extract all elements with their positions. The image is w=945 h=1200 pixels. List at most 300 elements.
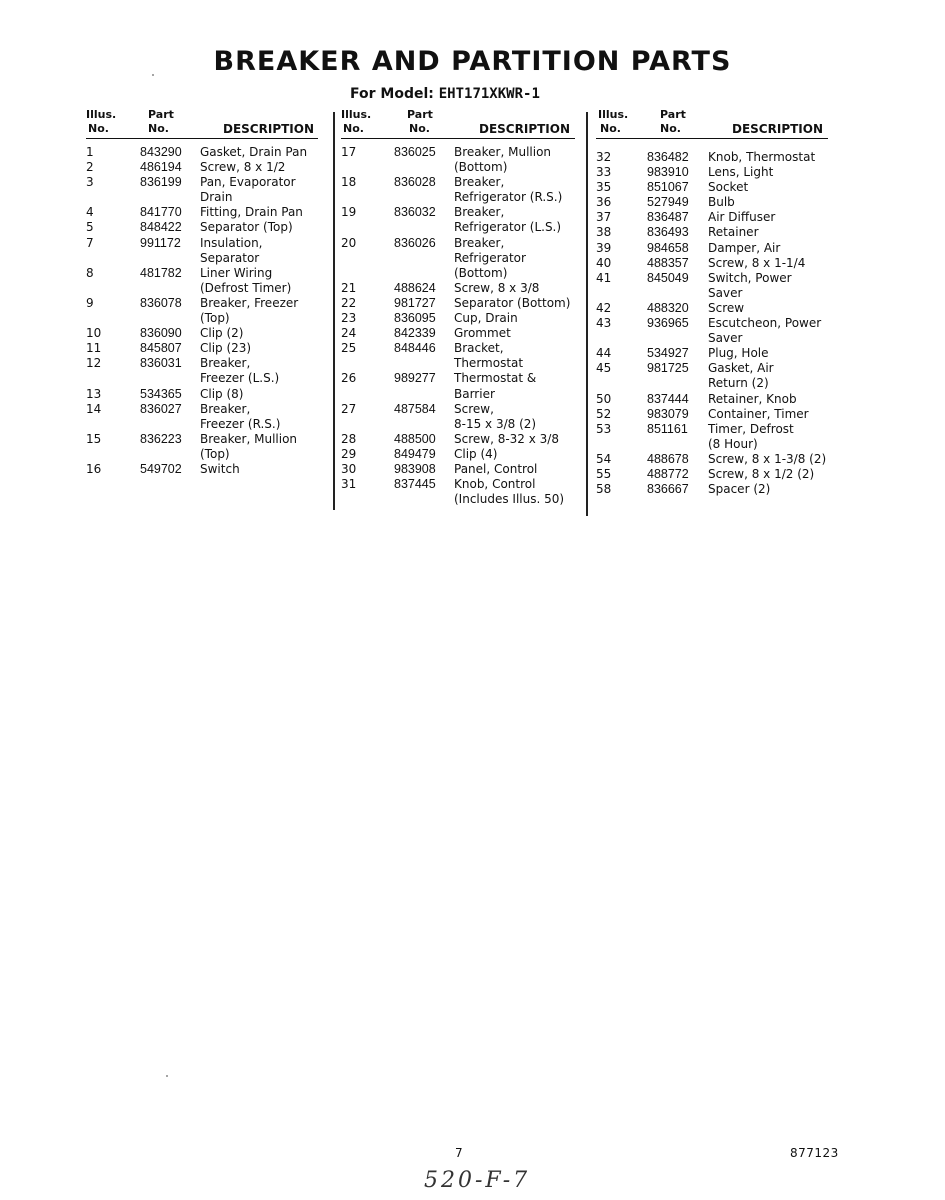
part-description [200, 145, 318, 160]
part-description [708, 422, 828, 452]
part-number: 488624 [394, 280, 436, 295]
description-line: Clip (4) [454, 446, 498, 461]
parts-row [596, 210, 828, 225]
parts-row [86, 205, 318, 220]
part-description [454, 477, 575, 507]
illus-number: 54 [596, 451, 612, 466]
page-title: BREAKER AND PARTITION PARTS [213, 46, 732, 77]
description-line: Refrigerator [454, 250, 526, 265]
part-number: 534365 [140, 386, 182, 401]
parts-row [596, 180, 828, 195]
description-line: Drain [200, 190, 233, 205]
illus-number: 1 [86, 145, 94, 159]
part-description [454, 402, 575, 432]
part-description [708, 452, 828, 467]
parts-row [596, 361, 828, 391]
description-line: Breaker, Freezer [200, 295, 299, 310]
part-description [200, 160, 318, 175]
part-description [708, 316, 828, 346]
part-number: 981727 [394, 295, 436, 310]
parts-row [341, 462, 575, 477]
description-line: Separator (Bottom) [454, 295, 571, 310]
part-number: 842339 [394, 326, 436, 341]
description-line: Screw [708, 300, 745, 315]
part-number: 936965 [647, 316, 689, 331]
description-line: (8 Hour) [708, 436, 758, 451]
description-line: Saver [708, 285, 743, 300]
illus-number: 14 [86, 401, 102, 416]
description-line: Separator [200, 250, 260, 265]
part-number: 836025 [394, 145, 436, 159]
illus-number: 55 [596, 466, 612, 481]
parts-list [341, 145, 575, 507]
illus-number: 45 [596, 361, 612, 376]
illus-number: 33 [596, 165, 612, 180]
header-illus-no: No. [88, 122, 109, 135]
illus-number: 50 [596, 391, 612, 406]
description-line: Bulb [708, 195, 735, 210]
description-line: Gasket, Air [708, 361, 774, 376]
parts-row [86, 326, 318, 341]
description-line: Breaker, Mullion [200, 431, 298, 446]
parts-row [596, 195, 828, 210]
part-number: 848446 [394, 341, 436, 356]
header-description: DESCRIPTION [223, 122, 315, 136]
model-number: EHT171XKWR-1 [438, 86, 540, 102]
description-line: Socket [708, 180, 749, 195]
part-description [708, 361, 828, 391]
parts-row [596, 452, 828, 467]
part-number: 848422 [140, 220, 182, 235]
illus-number: 20 [341, 235, 357, 250]
part-description [708, 346, 828, 361]
illus-number: 3 [86, 175, 94, 190]
description-line: Switch, Power [708, 270, 792, 285]
illus-number: 17 [341, 145, 357, 159]
part-description [454, 326, 575, 341]
part-description [708, 482, 828, 497]
part-number: 836031 [140, 356, 182, 371]
parts-row [596, 422, 828, 452]
description-line: Spacer (2) [708, 482, 771, 497]
parts-row [341, 477, 575, 507]
part-description [454, 296, 575, 311]
part-number: 845049 [647, 270, 689, 285]
description-line: (Top) [200, 446, 230, 461]
part-number: 836223 [140, 431, 182, 446]
parts-row [341, 432, 575, 447]
part-description [708, 150, 828, 165]
document-code: 877123 [790, 1146, 839, 1160]
description-line: Screw, 8 x 1/2 [200, 160, 286, 175]
description-line: Pan, Evaporator [200, 175, 296, 190]
parts-row [341, 281, 575, 296]
page-number: 7 [455, 1146, 463, 1160]
parts-row [341, 341, 575, 371]
description-line: Timer, Defrost [708, 421, 794, 436]
illus-number: 19 [341, 205, 357, 220]
parts-row [596, 225, 828, 240]
header-part: Part [660, 108, 686, 121]
illus-number: 42 [596, 300, 612, 315]
parts-row [86, 236, 318, 266]
scan-speck [152, 74, 154, 76]
part-number: 989277 [394, 371, 436, 386]
illus-number: 27 [341, 401, 357, 416]
illus-number: 31 [341, 477, 357, 492]
description-line: Clip (2) [200, 326, 244, 341]
parts-row [341, 371, 575, 401]
part-description [454, 175, 575, 205]
part-description [200, 266, 318, 296]
description-line: Return (2) [708, 376, 769, 391]
description-line: Grommet [454, 326, 511, 341]
illus-number: 44 [596, 346, 612, 361]
description-line: Lens, Light [708, 165, 774, 180]
description-line: 8-15 x 3/8 (2) [454, 416, 537, 431]
part-description [708, 210, 828, 225]
parts-row [596, 256, 828, 271]
description-line: Saver [708, 331, 743, 346]
part-number: 849479 [394, 446, 436, 461]
illus-number: 22 [341, 295, 357, 310]
description-line: (Includes Illus. 50) [454, 492, 565, 507]
description-line: Cup, Drain [454, 311, 518, 326]
description-line: (Defrost Timer) [200, 280, 292, 295]
part-number: 836028 [394, 175, 436, 190]
part-description [200, 432, 318, 462]
description-line: Refrigerator (L.S.) [454, 220, 562, 235]
parts-row [86, 462, 318, 477]
illus-number: 8 [86, 265, 94, 280]
illus-number: 40 [596, 255, 612, 270]
description-line: Screw, 8 x 1/2 (2) [708, 466, 815, 481]
part-description [708, 407, 828, 422]
header-description: DESCRIPTION [732, 122, 824, 136]
illus-number: 9 [86, 295, 94, 310]
part-number: 488320 [647, 300, 689, 315]
description-line: Breaker, Mullion [454, 145, 552, 159]
illus-number: 35 [596, 180, 612, 195]
part-description [200, 220, 318, 235]
handwritten-note: 520-F-7 [424, 1168, 531, 1193]
part-number: 843290 [140, 145, 182, 159]
illus-number: 21 [341, 280, 357, 295]
parts-row [596, 301, 828, 316]
illus-number: 16 [86, 461, 102, 476]
illus-number: 2 [86, 160, 94, 175]
header-illus: Illus. [341, 108, 372, 121]
part-description [454, 236, 575, 281]
illus-number: 24 [341, 326, 357, 341]
part-number: 488357 [647, 255, 689, 270]
part-number: 487584 [394, 401, 436, 416]
parts-row [596, 165, 828, 180]
description-line: Freezer (L.S.) [200, 371, 280, 386]
part-description [708, 301, 828, 316]
column-header [341, 108, 575, 139]
part-number: 488500 [394, 431, 436, 446]
part-number: 837444 [647, 391, 689, 406]
part-number: 836027 [140, 401, 182, 416]
description-line: Clip (8) [200, 386, 244, 401]
description-line: Air Diffuser [708, 210, 776, 225]
parts-row [341, 236, 575, 281]
illus-number: 7 [86, 235, 94, 250]
part-number: 983079 [647, 406, 689, 421]
description-line: Knob, Thermostat [708, 150, 816, 164]
part-number: 836090 [140, 326, 182, 341]
parts-row [596, 392, 828, 407]
description-line: Screw, 8-32 x 3/8 [454, 431, 559, 446]
description-line: Plug, Hole [708, 346, 769, 361]
parts-row [86, 220, 318, 235]
parts-row [596, 150, 828, 165]
header-illus: Illus. [86, 108, 117, 121]
illus-number: 36 [596, 195, 612, 210]
parts-row [86, 432, 318, 462]
part-description [708, 467, 828, 482]
illus-number: 4 [86, 205, 94, 220]
part-description [708, 225, 828, 240]
part-description [708, 256, 828, 271]
header-part: Part [407, 108, 433, 121]
part-number: 851161 [647, 421, 688, 436]
part-description [454, 145, 575, 175]
parts-row [86, 266, 318, 296]
illus-number: 11 [86, 341, 102, 356]
illus-number: 5 [86, 220, 94, 235]
part-number: 836487 [647, 210, 689, 225]
description-line: Gasket, Drain Pan [200, 145, 308, 159]
part-number: 481782 [140, 265, 182, 280]
parts-row [596, 316, 828, 346]
header-part-no: No. [409, 122, 430, 135]
part-description [200, 462, 318, 477]
description-line: Insulation, [200, 235, 263, 250]
part-description [454, 371, 575, 401]
parts-row [341, 296, 575, 311]
header-illus-no: No. [600, 122, 621, 135]
part-number: 841770 [140, 205, 182, 220]
illus-number: 13 [86, 386, 102, 401]
illus-number: 32 [596, 150, 612, 164]
part-description [454, 311, 575, 326]
part-number: 527949 [647, 195, 689, 210]
column-header [596, 108, 828, 139]
description-line: (Bottom) [454, 265, 508, 280]
header-part: Part [148, 108, 174, 121]
part-number: 836667 [647, 482, 689, 497]
parts-list [596, 150, 828, 497]
column-divider-left [333, 112, 335, 510]
part-description [454, 462, 575, 477]
description-line: Breaker, [200, 401, 251, 416]
description-line: Bracket, [454, 341, 504, 356]
description-line: Breaker, [454, 205, 505, 220]
part-number: 981725 [647, 361, 689, 376]
part-number: 983908 [394, 461, 436, 476]
parts-row [341, 326, 575, 341]
parts-row [596, 346, 828, 361]
parts-row [341, 145, 575, 175]
part-description [200, 387, 318, 402]
illus-number: 26 [341, 371, 357, 386]
part-description [454, 205, 575, 235]
parts-row [86, 145, 318, 160]
illus-number: 18 [341, 175, 357, 190]
illus-number: 25 [341, 341, 357, 356]
illus-number: 53 [596, 421, 612, 436]
parts-list [86, 145, 318, 477]
part-number: 836078 [140, 295, 182, 310]
part-description [454, 432, 575, 447]
illus-number: 29 [341, 446, 357, 461]
description-line: Barrier [454, 386, 495, 401]
parts-row [341, 447, 575, 462]
part-description [708, 165, 828, 180]
parts-column-3 [596, 108, 828, 497]
description-line: Clip (23) [200, 341, 252, 356]
parts-row [341, 311, 575, 326]
header-illus-no: No. [343, 122, 364, 135]
illus-number: 15 [86, 431, 102, 446]
header-description: DESCRIPTION [479, 122, 571, 136]
parts-row [341, 175, 575, 205]
illus-number: 58 [596, 482, 612, 497]
description-line: Escutcheon, Power [708, 316, 822, 331]
part-description [708, 271, 828, 301]
model-label: For Model: [350, 86, 434, 102]
part-description [708, 180, 828, 195]
header-part-no: No. [660, 122, 681, 135]
description-line: Separator (Top) [200, 220, 293, 235]
description-line: (Top) [200, 311, 230, 326]
parts-column-2 [341, 108, 575, 507]
part-description [200, 175, 318, 205]
part-number: 983910 [647, 165, 689, 180]
part-description [200, 236, 318, 266]
model-subtitle [350, 86, 540, 102]
illus-number: 38 [596, 225, 612, 240]
parts-row [86, 341, 318, 356]
description-line: Screw, [454, 401, 494, 416]
header-illus: Illus. [598, 108, 629, 121]
part-number: 488678 [647, 451, 689, 466]
part-description [200, 205, 318, 220]
description-line: Retainer [708, 225, 759, 240]
parts-row [86, 402, 318, 432]
illus-number: 37 [596, 210, 612, 225]
part-description [200, 402, 318, 432]
part-number: 836199 [140, 175, 182, 190]
description-line: Refrigerator (R.S.) [454, 190, 563, 205]
part-description [200, 326, 318, 341]
part-number: 851067 [647, 180, 689, 195]
part-description [454, 281, 575, 296]
part-number: 836493 [647, 225, 689, 240]
parts-row [86, 387, 318, 402]
part-number: 488772 [647, 466, 689, 481]
parts-row [596, 482, 828, 497]
scan-speck [166, 1075, 168, 1077]
illus-number: 23 [341, 311, 357, 326]
part-description [200, 356, 318, 386]
description-line: Liner Wiring [200, 265, 273, 280]
column-header [86, 108, 318, 139]
part-number: 836095 [394, 311, 436, 326]
illus-number: 43 [596, 316, 612, 331]
description-line: Retainer, Knob [708, 391, 797, 406]
illus-number: 10 [86, 326, 102, 341]
parts-row [596, 467, 828, 482]
description-line: Fitting, Drain Pan [200, 205, 303, 220]
part-number: 549702 [140, 461, 182, 476]
description-line: Thermostat & [454, 371, 537, 386]
parts-row [86, 160, 318, 175]
parts-row [596, 271, 828, 301]
part-description [708, 392, 828, 407]
description-line: Breaker, [200, 356, 251, 371]
parts-row [86, 356, 318, 386]
part-description [200, 296, 318, 326]
illus-number: 30 [341, 461, 357, 476]
description-line: Screw, 8 x 1-3/8 (2) [708, 451, 827, 466]
part-description [708, 195, 828, 210]
part-number: 845807 [140, 341, 182, 356]
part-description [708, 241, 828, 256]
parts-row [86, 296, 318, 326]
part-number: 836482 [647, 150, 689, 164]
part-number: 837445 [394, 477, 436, 492]
illus-number: 52 [596, 406, 612, 421]
description-line: Knob, Control [454, 477, 536, 492]
part-number: 534927 [647, 346, 689, 361]
description-line: Switch [200, 461, 240, 476]
parts-row [596, 241, 828, 256]
parts-row [596, 407, 828, 422]
description-line: Container, Timer [708, 406, 809, 421]
part-number: 836026 [394, 235, 436, 250]
part-description [200, 341, 318, 356]
description-line: Freezer (R.S.) [200, 416, 281, 431]
part-number: 991172 [140, 235, 181, 250]
description-line: Thermostat [454, 356, 524, 371]
part-number: 836032 [394, 205, 436, 220]
parts-row [341, 402, 575, 432]
illus-number: 12 [86, 356, 102, 371]
parts-column-1 [86, 108, 318, 477]
description-line: Breaker, [454, 235, 505, 250]
parts-row [86, 175, 318, 205]
part-description [454, 447, 575, 462]
illus-number: 39 [596, 240, 612, 255]
description-line: (Bottom) [454, 160, 508, 175]
description-line: Breaker, [454, 175, 505, 190]
header-part-no: No. [148, 122, 169, 135]
part-number: 486194 [140, 160, 182, 175]
part-number: 984658 [647, 240, 689, 255]
part-description [454, 341, 575, 371]
illus-number: 28 [341, 431, 357, 446]
parts-row [341, 205, 575, 235]
description-line: Screw, 8 x 1-1/4 [708, 255, 806, 270]
description-line: Panel, Control [454, 461, 538, 476]
description-line: Screw, 8 x 3/8 [454, 280, 540, 295]
description-line: Damper, Air [708, 240, 781, 255]
illus-number: 41 [596, 270, 612, 285]
column-divider-right [586, 112, 588, 516]
